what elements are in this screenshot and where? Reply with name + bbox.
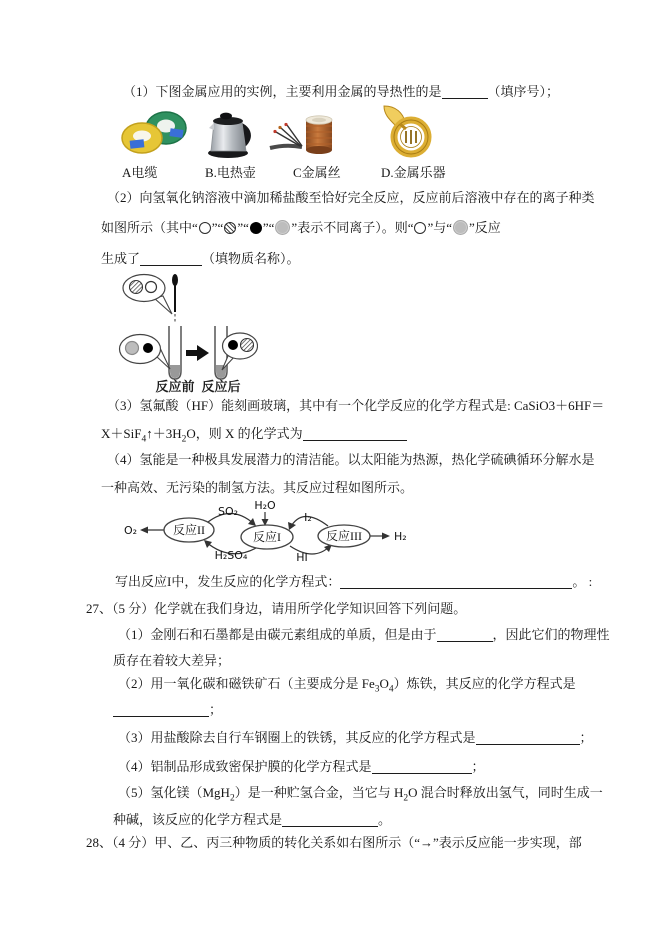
- metal-instrument-image: [380, 104, 438, 160]
- arrowhead: [140, 527, 148, 534]
- q26-part2-line1: [107, 188, 595, 207]
- test-tube-before: [169, 326, 181, 379]
- question-text: （4）铝制品形成致密保护膜的化学方程式是: [118, 759, 372, 774]
- answer-blank: [140, 251, 202, 266]
- caption-wire: C金属丝: [293, 165, 341, 180]
- arrowhead: [288, 522, 296, 530]
- question-text: （2）用一氧化碳和磁铁矿石（主要成分是 Fe: [118, 676, 375, 691]
- question-text: 如图所示（其中“: [101, 220, 198, 235]
- q26-part1-line: [123, 82, 559, 101]
- q26-part5-line: [115, 572, 592, 591]
- question-text: ”“: [211, 220, 224, 235]
- node-reaction-2: 反应II: [173, 523, 205, 537]
- electric-kettle-image: [202, 106, 260, 160]
- q27-part2-line1: [118, 674, 576, 700]
- answer-blank: [437, 627, 493, 642]
- empty-ion-icon: [199, 222, 211, 234]
- arrowhead: [382, 533, 390, 540]
- q26-part4-line2: [101, 478, 413, 497]
- formula-subscript: 4: [141, 434, 147, 445]
- answer-blank: [282, 812, 378, 827]
- empty-ion-icon: [414, 222, 426, 234]
- q27-header: [86, 599, 466, 618]
- answer-blank: [113, 702, 209, 717]
- question-text: （3）用盐酸除去自行车钢圈上的铁锈，其反应的化学方程式是: [118, 730, 476, 745]
- label-o2: O₂: [124, 524, 138, 537]
- q26-part2-line3: [101, 249, 300, 268]
- question-text: ；: [471, 759, 485, 774]
- node-reaction-3: 反应III: [326, 529, 362, 543]
- empty-ion-icon: [146, 282, 157, 293]
- formula-subscript: 4: [388, 684, 394, 695]
- question-text: （2）向氢氧化钠溶液中滴加稀盐酸至恰好完全反应，反应前后溶液中存在的离子种类: [107, 190, 595, 205]
- black-ion-icon: [228, 340, 238, 350]
- q28-header: [86, 833, 582, 852]
- q26-part4-line1: [107, 450, 595, 469]
- hatched-ion-icon: [241, 339, 254, 352]
- formula-subscript: 2: [181, 434, 187, 445]
- arrowhead: [248, 518, 256, 526]
- question-text: ）是一种贮氢合金，当它与 H: [234, 785, 404, 800]
- question-text: O，则 X 的化学式为: [186, 426, 303, 441]
- q27-part1-line1: [118, 625, 610, 644]
- formula-subscript: 3: [374, 684, 380, 695]
- label-so2: SO₂: [217, 505, 239, 518]
- question-text: （1）下图金属应用的实例，主要利用金属的导热性的是: [123, 84, 442, 99]
- label-hi: HI: [296, 551, 308, 564]
- q27-part3-line: [118, 728, 593, 747]
- question-text: ；: [209, 702, 223, 717]
- q26-part2-line2: [101, 218, 501, 237]
- question-text: 。 :: [572, 574, 593, 589]
- label-h2o: H₂O: [254, 499, 276, 512]
- question-text: ”“: [237, 220, 249, 235]
- label-h2so4: H₂SO₄: [214, 549, 248, 562]
- q27-part4-line: [118, 757, 485, 776]
- question-text: 写出反应I中，发生反应的化学方程式：: [115, 574, 341, 589]
- answer-blank: [372, 759, 472, 774]
- question-text: 一种高效、无污染的制氢方法。其反应过程如图所示。: [101, 480, 414, 495]
- q26-part3-line1: [107, 396, 604, 415]
- formula-subscript: 2: [229, 793, 235, 804]
- iodine-cycle-diagram: [118, 498, 410, 572]
- question-text: （3）氢氟酸（HF）能刻画玻璃，其中有一个化学反应的化学方程式是: CaSiO3＋6HF＝: [107, 398, 605, 413]
- question-text: 生成了: [101, 251, 141, 266]
- hatched-ion-icon: [130, 281, 143, 294]
- question-text: ；: [579, 730, 593, 745]
- answer-blank: [303, 426, 407, 441]
- formula-text: X＋SiF: [101, 426, 142, 441]
- cable-coils-image: [120, 106, 188, 158]
- q26-part3-line2: [101, 424, 407, 450]
- black-ion-icon: [143, 343, 153, 353]
- question-text: ”“: [262, 220, 275, 235]
- question-text: ，因此它们的物理性: [492, 627, 610, 642]
- question-text: 28、（4 分）甲、乙、丙三种物质的转化关系如右图所示（“→”表示反应能一步实现，部: [86, 835, 582, 850]
- q27-part2-line2: [113, 700, 222, 719]
- question-text: ”与“: [427, 220, 453, 235]
- arrowhead: [204, 540, 212, 548]
- question-text: （4）氢能是一种极具发展潜力的清洁能。以太阳能为热源，热化学硫碘循环分解水是: [107, 452, 595, 467]
- label-before-reaction: 反应前: [155, 379, 195, 394]
- metal-wire-image: [268, 108, 338, 158]
- gray-ion-icon: [126, 342, 139, 355]
- node-reaction-1: 反应I: [253, 530, 281, 544]
- caption-instrument: D.金属乐器: [381, 165, 446, 180]
- label-h2: H₂: [394, 530, 407, 543]
- question-text: ”表示不同离子）。则“: [291, 220, 414, 235]
- hatched-ion-icon: [224, 222, 236, 234]
- answer-blank: [476, 730, 580, 745]
- label-after-reaction: 反应后: [201, 379, 241, 394]
- arrow-icon: [186, 345, 209, 361]
- q27-part1-line2: [113, 651, 230, 670]
- answer-blank: [442, 84, 488, 99]
- question-text: （填物质名称）。: [202, 251, 300, 266]
- question-text: 种碱，该反应的化学方程式是: [113, 812, 283, 827]
- formula-subscript: 2: [403, 793, 409, 804]
- question-text: 27、（5 分）化学就在我们身边，请用所学化学知识回答下列问题。: [86, 601, 467, 616]
- question-text: （填序号）；: [487, 84, 560, 99]
- question-text: 。: [378, 812, 392, 827]
- gray-ion-icon: [275, 220, 290, 235]
- question-text: （5）氢化镁（MgH: [118, 785, 230, 800]
- question-text: （1）金刚石和石墨都是由碳元素组成的单质，但是由于: [118, 627, 437, 642]
- caption-kettle: B.电热壶: [205, 165, 256, 180]
- reaction-tubes-diagram: [118, 272, 258, 394]
- question-text: 质存在着较大差异；: [113, 653, 231, 668]
- q27-part5-line2: [113, 810, 391, 829]
- black-ion-icon: [250, 222, 262, 234]
- formula-text: O: [379, 676, 389, 691]
- formula-text: ↑＋3H: [146, 426, 182, 441]
- question-text: ”反应: [469, 220, 501, 235]
- gray-ion-icon: [453, 220, 468, 235]
- caption-cable: A电缆: [122, 165, 158, 180]
- q27-part5-line1: [118, 783, 603, 809]
- answer-blank: [340, 574, 572, 589]
- question-text: O 混合时释放出氢气，同时生成一: [408, 785, 603, 800]
- label-i2: I₂: [304, 511, 312, 524]
- question-text: ）炼铁，其反应的化学方程式是: [393, 676, 576, 691]
- dropper-icon: [172, 274, 178, 324]
